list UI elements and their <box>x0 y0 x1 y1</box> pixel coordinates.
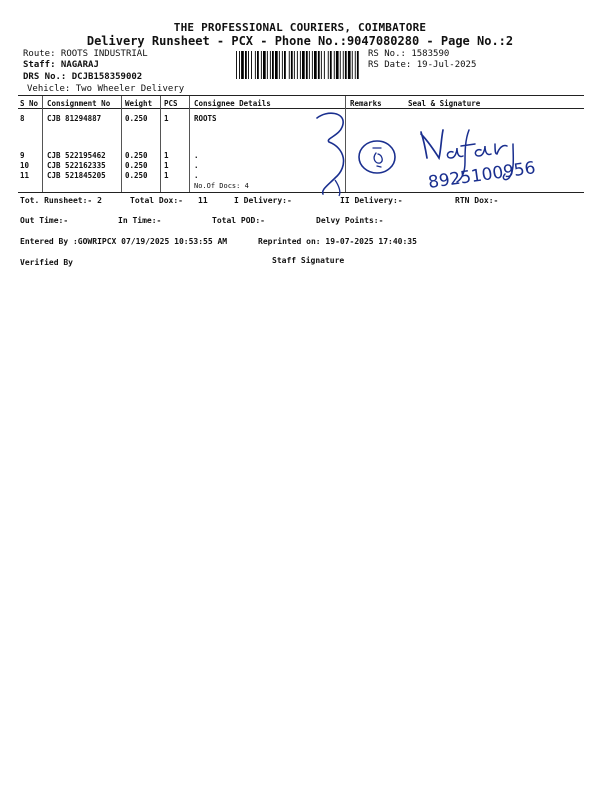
col-header-pcs: PCS <box>164 99 178 108</box>
col-header-consignment: Consignment No <box>47 99 111 108</box>
row-sno: 8 <box>20 114 25 123</box>
row-pcs: 1 <box>164 114 169 123</box>
table-header-rule <box>18 108 584 109</box>
row-consignment: CJB 81294887 <box>47 114 102 123</box>
col-header-consignee: Consignee Details <box>194 99 271 108</box>
row-consignment: CJB 522162335 <box>47 161 106 170</box>
col-divider <box>42 96 43 192</box>
row-sno: 11 <box>20 171 30 180</box>
route-label: Route: ROOTS INDUSTRIAL <box>23 49 148 59</box>
col-header-weight: Weight <box>125 99 153 108</box>
delvy-points: Delvy Points:- <box>316 216 384 225</box>
docs-count: No.Of Docs: 4 <box>194 182 249 190</box>
row-sno: 10 <box>20 161 30 170</box>
runsheet-subtitle: Delivery Runsheet - PCX - Phone No.:9047080280 - Page No.:2 <box>86 34 514 48</box>
staff-signature: Staff Signature <box>272 256 345 265</box>
staff-label: Staff: NAGARAJ <box>23 60 99 70</box>
row-pcs: 1 <box>164 151 169 160</box>
col-header-seal-signature: Seal & Signature <box>408 99 481 108</box>
ii-delivery: II Delivery:- <box>340 196 403 205</box>
out-time: Out Time:- <box>20 216 69 225</box>
handwritten-signature <box>405 122 565 200</box>
barcode-image <box>236 51 360 79</box>
drs-number: DRS No.: DCJB158359002 <box>23 72 143 82</box>
tot-runsheet: Tot. Runsheet:- 2 <box>20 196 102 205</box>
handwritten-phone: 8925100956 <box>426 158 537 193</box>
col-divider <box>160 96 161 192</box>
total-dox-label: Total Dox:- <box>130 196 183 205</box>
row-consignee: . <box>194 151 199 160</box>
row-pcs: 1 <box>164 161 169 170</box>
row-consignment: CJB 522195462 <box>47 151 106 160</box>
row-weight: 0.250 <box>125 171 148 180</box>
row-consignee: . <box>194 171 199 180</box>
reprinted-on: Reprinted on: 19-07-2025 17:40:35 <box>258 237 417 246</box>
col-header-sno: S No <box>20 99 39 108</box>
entered-by: Entered By :GOWRIPCX 07/19/2025 10:53:55 AM <box>20 237 228 246</box>
row-consignee: ROOTS <box>194 114 217 123</box>
row-weight: 0.250 <box>125 161 148 170</box>
col-divider <box>189 96 190 192</box>
vehicle-label: Vehicle: Two Wheeler Delivery <box>27 84 185 94</box>
rtn-dox: RTN Dox:- <box>455 196 499 205</box>
in-time: In Time:- <box>118 216 162 225</box>
company-title: THE PROFESSIONAL COURIERS, COIMBATORE <box>173 21 427 34</box>
verified-by: Verified By <box>20 258 73 267</box>
row-weight: 0.250 <box>125 114 148 123</box>
row-consignee: . <box>194 161 199 170</box>
row-weight: 0.250 <box>125 151 148 160</box>
seal-stamp-scribble <box>305 108 401 198</box>
total-dox-value: 11 <box>198 196 208 205</box>
row-pcs: 1 <box>164 171 169 180</box>
rs-date: RS Date: 19-Jul-2025 <box>368 60 477 70</box>
rs-number: RS No.: 1583590 <box>368 49 450 59</box>
i-delivery: I Delivery:- <box>234 196 292 205</box>
row-sno: 9 <box>20 151 25 160</box>
row-consignment: CJB 521845205 <box>47 171 106 180</box>
total-pod: Total POD:- <box>212 216 265 225</box>
col-header-remarks: Remarks <box>350 99 382 108</box>
col-divider <box>121 96 122 192</box>
table-top-rule <box>18 95 584 96</box>
